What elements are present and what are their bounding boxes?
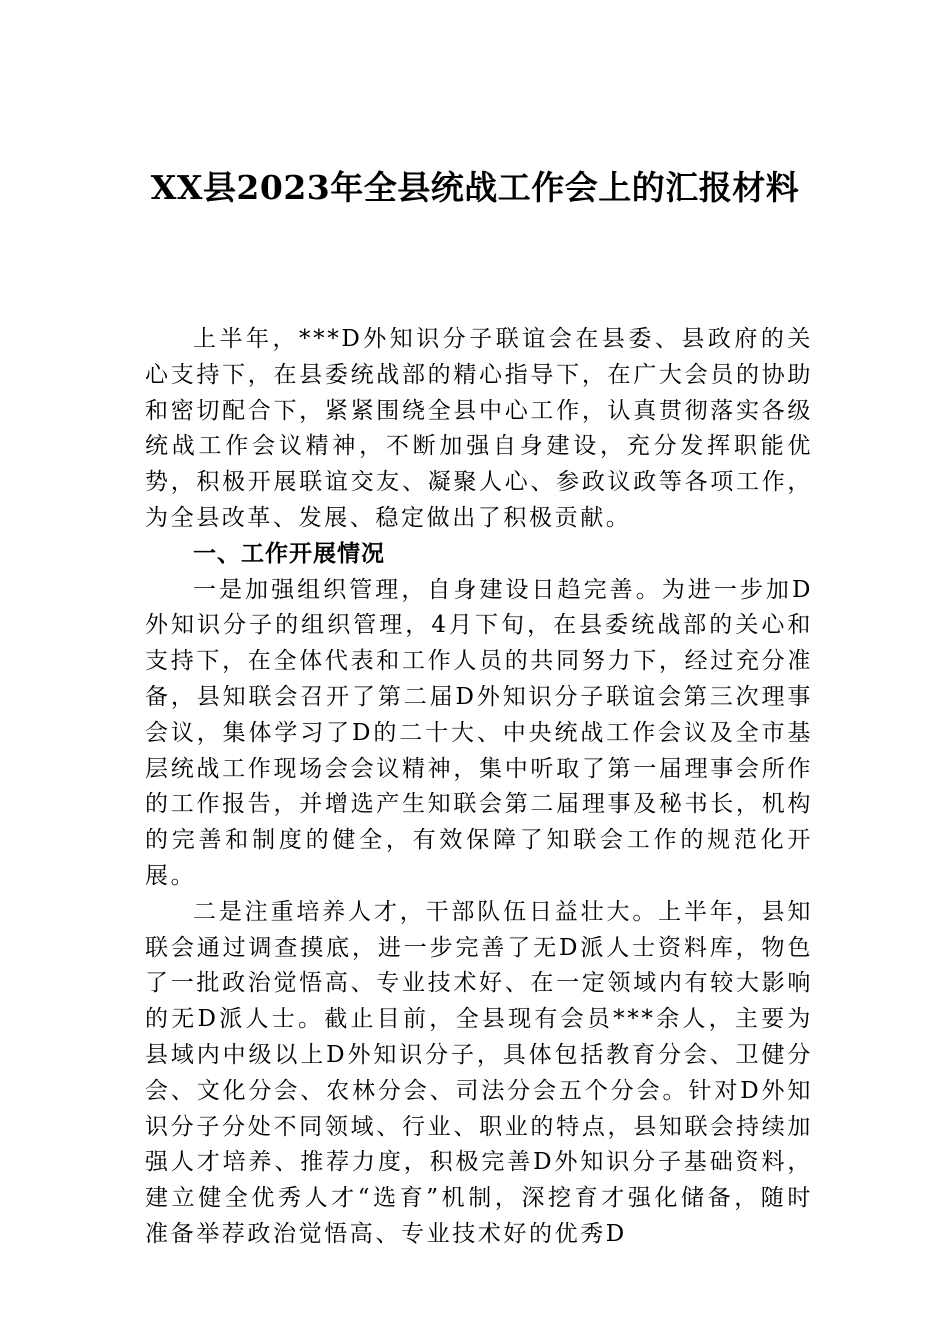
paragraph-organization: 一是加强组织管理，自身建设日趋完善。为进一步加D外知识分子的组织管理，4月下旬，在县委统战部的关心和支持下，在全体代表和工作人员的共同努力下，经过充分准备，县知联会召开了第二届D外知识分子联谊会第三次理事会议，集体学习了D的二十大、中央统战工作会议及全市基层统战工作现场会会议精神，集中听取了第一届理事会所作的工作报告，并增选产生知联会第二届理事及秘书长，机构的完善和制度的健全，有效保障了知联会工作的规范化开展。	[145, 576, 813, 889]
intro-paragraph: 上半年，***D外知识分子联谊会在县委、县政府的关心支持下，在县委统战部的精心指导下，在广大会员的协助和密切配合下，紧紧围绕全县中心工作，认真贯彻落实各级统战工作会议精神，不断加强自身建设，充分发挥职能优势，积极开展联谊交友、凝聚人心、参政议政等各项工作，为全县改革、发展、稳定做出了积极贡献。	[145, 326, 813, 531]
document-body	[145, 322, 813, 1253]
paragraph-talent: 二是注重培养人才，干部队伍日益壮大。上半年，县知联会通过调查摸底，进一步完善了无D派人士资料库，物色了一批政治觉悟高、专业技术好、在一定领域内有较大影响的无D派人士。截止目前，全县现有会员***余人，主要为县域内中级以上D外知识分子，具体包括教育分会、卫健分会、文化分会、农林分会、司法分会五个分会。针对D外知识分子分处不同领域、行业、职业的特点，县知联会持续加强人才培养、推荐力度，积极完善D外知识分子基础资料，建立健全优秀人才“选育”机制，深挖育才强化储备，随时准备举荐政治觉悟高、专业技术好的优秀D	[145, 898, 813, 1247]
document-title: XX县2023年全县统战工作会上的汇报材料	[150, 168, 800, 207]
section-heading: 一、工作开展情况	[193, 540, 385, 567]
